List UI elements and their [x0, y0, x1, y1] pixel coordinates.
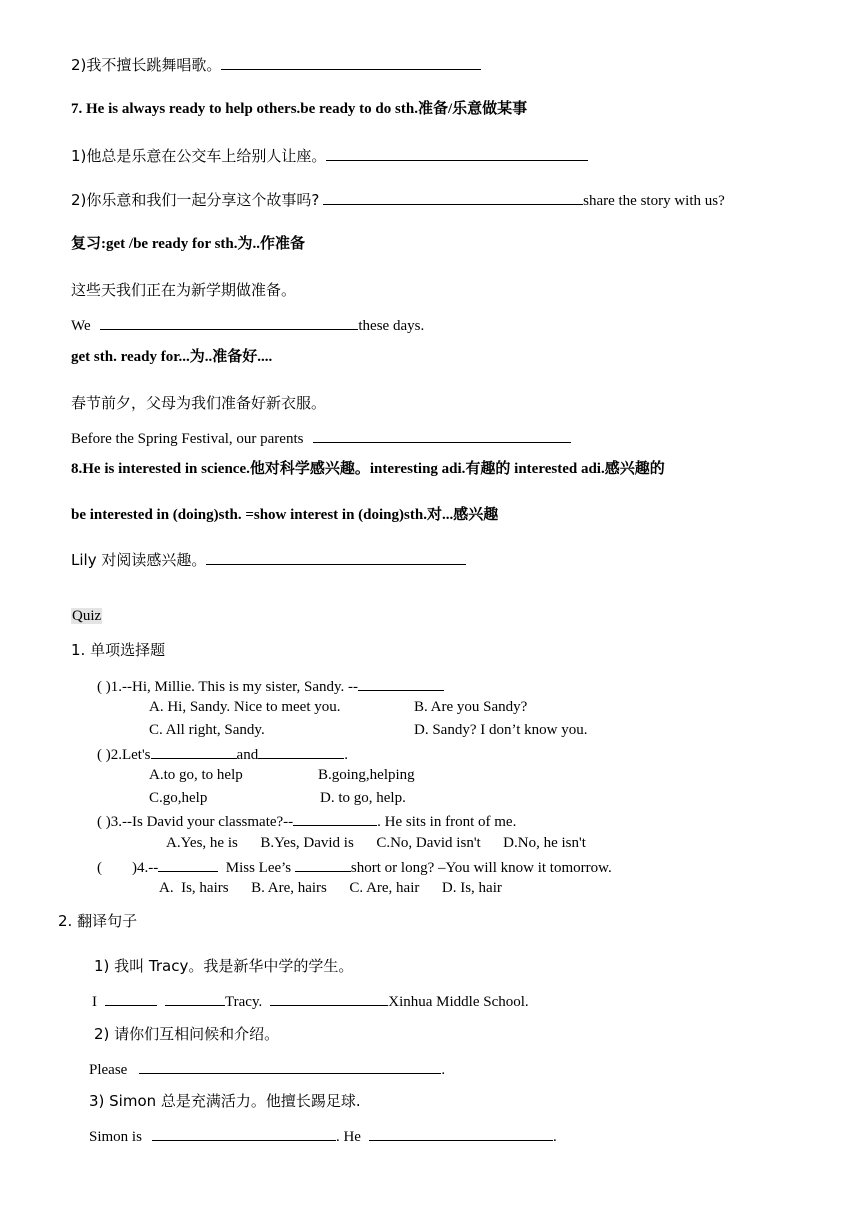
translation-prompt-1: 1) 我叫 Tracy。我是新华中学的学生。 — [94, 957, 354, 975]
exercise-text: Lily 对阅读感兴趣。 — [71, 551, 207, 569]
exercise-text: I — [92, 994, 97, 1010]
option-d: D. to go, help. — [320, 790, 406, 806]
question-text: . He sits in front of me. — [377, 814, 517, 830]
exercise-text: 2)你乐意和我们一起分享这个故事吗? — [71, 191, 320, 209]
answer-blank[interactable] — [313, 427, 571, 443]
options-row: A.Yes, he is B.Yes, David is C.No, David isn't D.No, he isn't — [166, 835, 586, 851]
answer-blank[interactable] — [152, 1125, 336, 1141]
translation-line-2 — [89, 1058, 445, 1080]
answer-blank[interactable] — [293, 810, 377, 826]
question-text: ( )4.-- — [97, 860, 159, 876]
option-b: B.going,helping — [318, 767, 415, 783]
answer-blank[interactable] — [295, 856, 351, 872]
exercise-text: Please — [89, 1062, 128, 1078]
exercise-line — [71, 549, 466, 570]
exercise-text: . — [441, 1062, 446, 1078]
answer-blank[interactable] — [158, 856, 218, 872]
exercise-text: Simon is — [89, 1129, 142, 1145]
answer-blank[interactable] — [206, 549, 466, 565]
exercise-line — [71, 145, 588, 166]
exercise-line — [71, 314, 424, 336]
answer-blank[interactable] — [369, 1125, 553, 1141]
exercise-text: Tracy. — [225, 994, 263, 1010]
phrase-heading: be interested in (doing)sth. =show interest in (doing)sth.对...感兴趣 — [71, 507, 499, 523]
exercise-prompt: 这些天我们正在为新学期做准备。 — [71, 281, 297, 299]
exercise-text: share the story with us? — [583, 193, 725, 209]
question-text: and — [236, 747, 259, 763]
exercise-text: these days. — [358, 318, 425, 334]
answer-blank[interactable] — [105, 990, 157, 1006]
exercise-prompt: 春节前夕，父母为我们准备好新衣服。 — [71, 394, 327, 412]
answer-blank[interactable] — [151, 743, 237, 759]
option-d: D. Sandy? I don’t know you. — [414, 722, 588, 738]
section-heading-7: 7. He is always ready to help others.be ready to do sth.准备/乐意做某事 — [71, 101, 528, 117]
exercise-line — [71, 54, 481, 75]
question-4 — [97, 856, 612, 878]
translation-prompt-3 — [89, 1091, 361, 1112]
translation-line-3 — [89, 1125, 557, 1147]
question-2 — [97, 743, 348, 765]
question-text: short or long? –You will know it tomorrow. — [350, 860, 612, 876]
exercise-text: Xinhua Middle School. — [388, 994, 529, 1010]
answer-blank[interactable] — [165, 990, 225, 1006]
answer-blank[interactable] — [358, 675, 444, 691]
answer-blank[interactable] — [221, 54, 481, 70]
answer-blank[interactable] — [258, 743, 344, 759]
translation-line-1 — [92, 990, 529, 1012]
quiz-section-2-title: 2. 翻译句子 — [58, 912, 138, 930]
question-text: ( )1.--Hi, Millie. This is my sister, Sandy. -- — [97, 679, 359, 695]
quiz-section-1-title: 1. 单项选择题 — [71, 641, 166, 659]
question-text: . — [344, 747, 348, 763]
exercise-line — [71, 427, 571, 449]
answer-blank[interactable] — [270, 990, 388, 1006]
question-text: ( )2.Let's — [97, 747, 151, 763]
exercise-text: 3) Simon 总是充满活力。他擅长踢足球. — [89, 1092, 361, 1110]
question-3 — [97, 810, 516, 832]
translation-prompt-2: 2) 请你们互相问候和介绍。 — [94, 1025, 280, 1043]
answer-blank[interactable] — [323, 189, 583, 205]
option-a: A.to go, to help — [149, 767, 243, 783]
quiz-highlight: Quiz — [72, 608, 102, 624]
option-c: C.go,help — [149, 790, 208, 806]
exercise-text: 2)我不擅长跳舞唱歌。 — [71, 56, 222, 74]
question-text: ( )3.--Is David your classmate?-- — [97, 814, 294, 830]
exercise-text: . He — [335, 1129, 361, 1145]
exercise-text: 1)他总是乐意在公交车上给别人让座。 — [71, 147, 327, 165]
question-1 — [97, 675, 444, 697]
phrase-heading: get sth. ready for...为..准备好.... — [71, 349, 273, 365]
exercise-text: We — [71, 318, 91, 334]
answer-blank[interactable] — [139, 1058, 441, 1074]
section-heading-8: 8.He is interested in science.他对科学感兴趣。interesting adi.有趣的 interested adi.感兴趣的 — [71, 461, 665, 477]
quiz-label — [71, 606, 102, 626]
options-row: A. Is, hairs B. Are, hairs C. Are, hair D. Is, hair — [159, 880, 502, 896]
answer-blank[interactable] — [326, 145, 588, 161]
option-c: C. All right, Sandy. — [149, 722, 265, 738]
answer-blank[interactable] — [100, 314, 358, 330]
exercise-line — [71, 189, 725, 211]
exercise-text: . — [552, 1129, 557, 1145]
question-text: Miss Lee’s — [218, 860, 295, 876]
review-heading: 复习:get /be ready for sth.为..作准备 — [71, 236, 306, 252]
exercise-text: Before the Spring Festival, our parents — [71, 431, 304, 447]
option-a: A. Hi, Sandy. Nice to meet you. — [149, 699, 341, 715]
option-b: B. Are you Sandy? — [414, 699, 528, 715]
